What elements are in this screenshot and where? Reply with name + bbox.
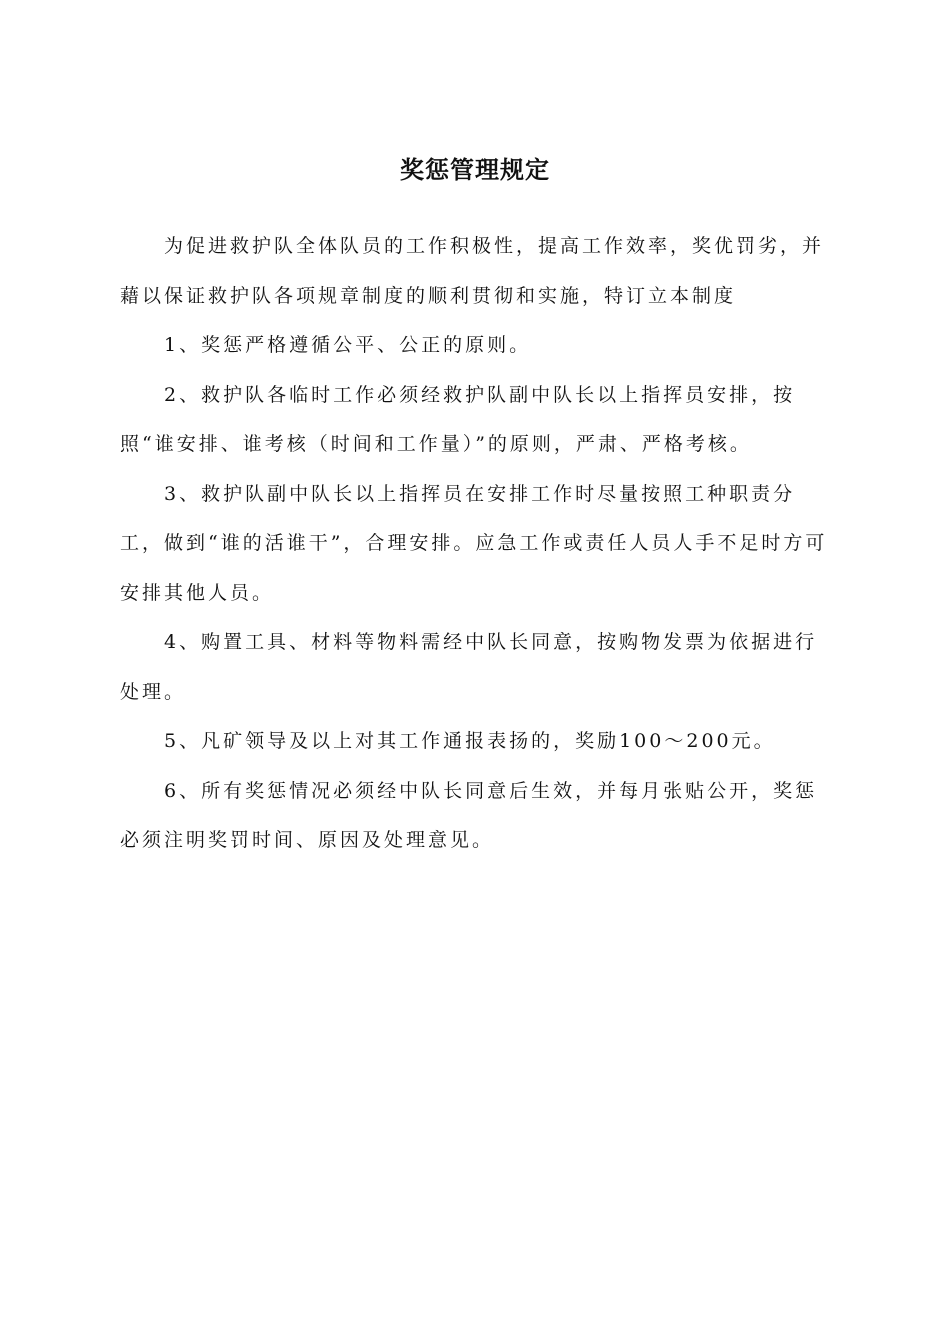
rule-paragraph-3: 3、救护队副中队长以上指挥员在安排工作时尽量按照工种职责分工，做到“谁的活谁干”，合理安排。应急工作或责任人员人手不足时方可安排其他人员。 — [120, 482, 828, 604]
rule-paragraph-4: 4、购置工具、材料等物料需经中队长同意，按购物发票为依据进行处理。 — [120, 631, 818, 703]
document-body — [120, 222, 830, 866]
rule-paragraph-6: 6、所有奖惩情况必须经中队长同意后生效，并每月张贴公开，奖惩必须注明奖罚时间、原因及处理意见。 — [120, 779, 818, 851]
document-title: 奖惩管理规定 — [400, 156, 550, 184]
intro-paragraph: 为促进救护队全体队员的工作积极性，提高工作效率，奖优罚劣，并藉以保证救护队各项规章制度的顺利贯彻和实施，特订立本制度 — [120, 235, 825, 307]
rule-paragraph-1: 1、奖惩严格遵循公平、公正的原则。 — [164, 334, 532, 356]
rule-paragraph-2: 2、救护队各临时工作必须经救护队副中队长以上指挥员安排，按照“谁安排、谁考核（时间和工作量）”的原则，严肃、严格考核。 — [120, 383, 796, 455]
rule-paragraph-5: 5、凡矿领导及以上对其工作通报表扬的，奖励100～200元。 — [164, 730, 776, 752]
